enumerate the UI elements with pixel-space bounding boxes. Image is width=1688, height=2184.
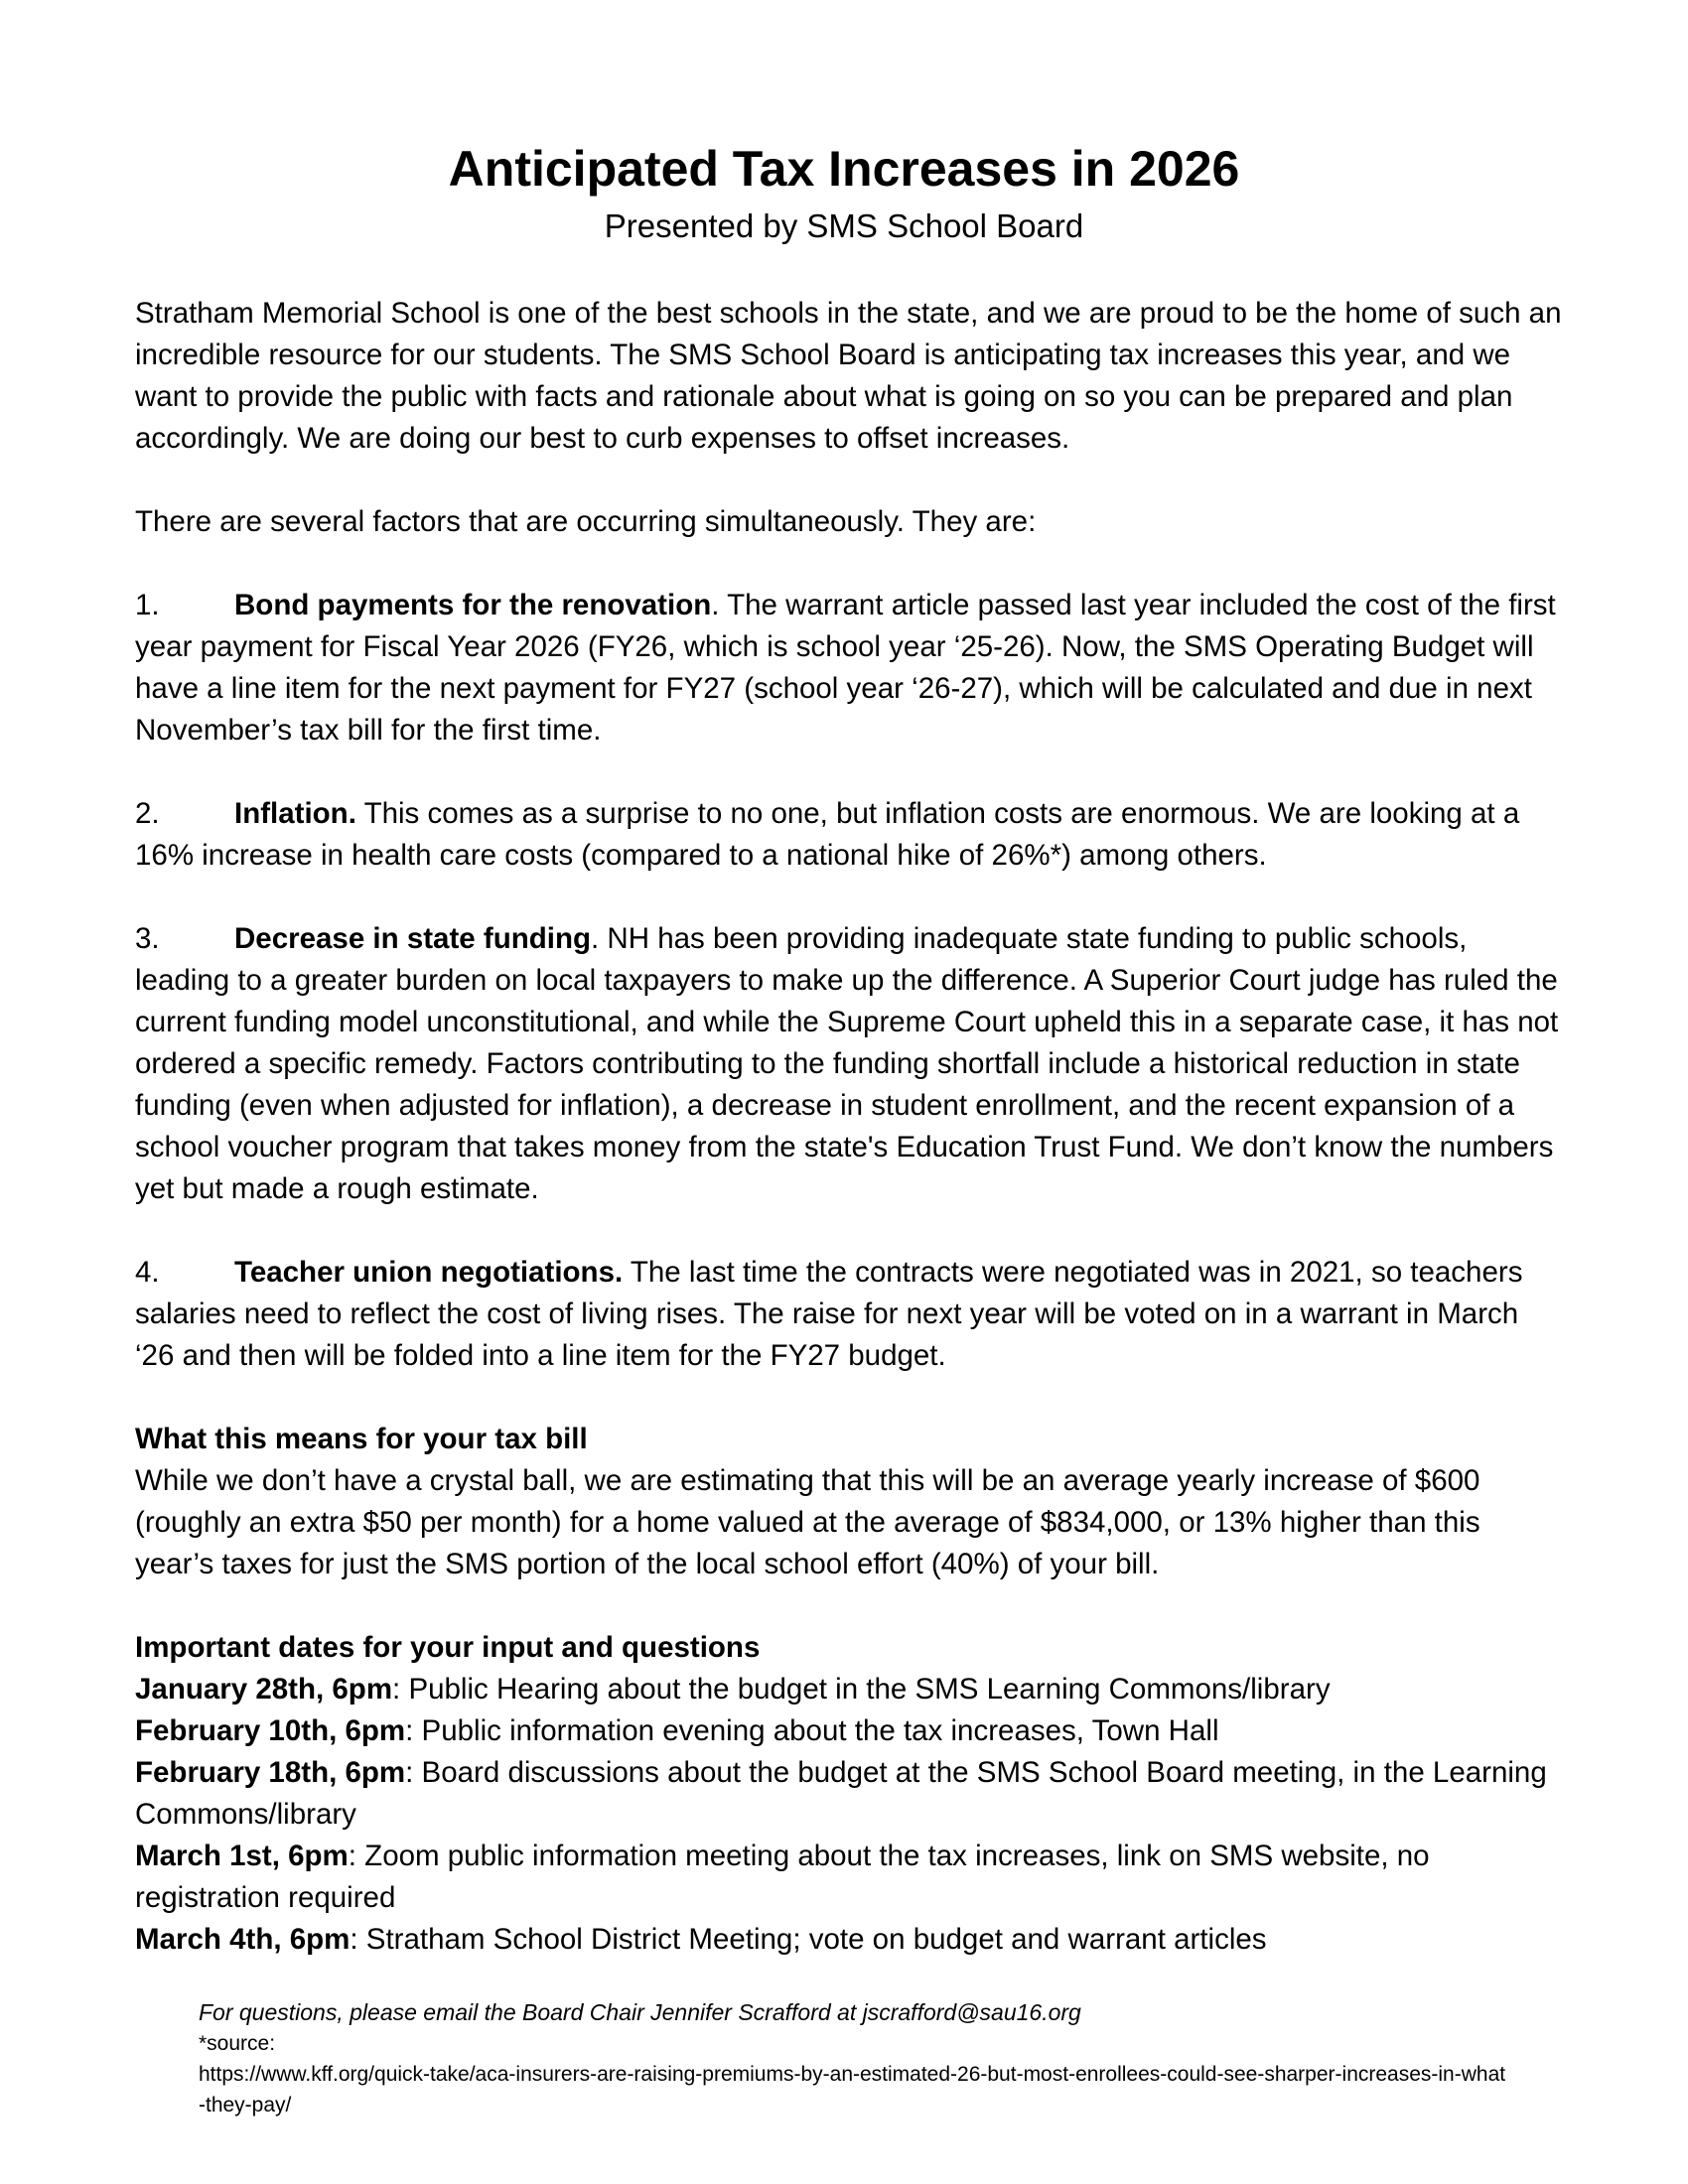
contact-note: For questions, please email the Board Chair Jennifer Scrafford at jscrafford@sau16.org [199,1999,1081,2025]
source-url: https://www.kff.org/quick-take/aca-insurers-are-raising-premiums-by-an-estimated-26-but-most-enrollees-could-see-sharper-increases-in-what-they-pay/ [199,2063,1506,2116]
tax-bill-section [135,1419,1565,1585]
date-what: : Zoom public information meeting about the tax increases, link on SMS website, no registration required [135,1840,1430,1914]
date-item [135,1710,1565,1752]
factor-text: . NH has been providing inadequate state funding to public schools, leading to a greater burden on local taxpayers to make up the difference. A Superior Court judge has ruled the current funding model unconstitutional, and while the Supreme Court upheld this in a separate case, it has not ordered a specific remedy. Factors contributing to the funding shortfall include a historical reduction in state funding (even when adjusted for inflation), a decrease in student enrollment, and the recent expansion of a school voucher program that takes money from the state's Education Trust Fund. We don’t know the numbers yet but made a rough estimate. [135,922,1559,1205]
factor-number: 2. [135,797,160,830]
factor-text: This comes as a surprise to no one, but inflation costs are enormous. We are looking at a 16% increase in health care costs (compared to a national hike of 26%*) among others. [135,797,1520,872]
factor-text: . The warrant article passed last year included the cost of the first year payment for Fiscal Year 2026 (FY26, which is school year ‘25-26). Now, the SMS Operating Budget will have a line item for the next payment for FY27 (school year ‘26-27), which will be calculated and due in next November’s tax bill for the first time. [135,589,1556,747]
date-when: February 10th, 6pm [135,1714,406,1747]
factor-number: 3. [135,922,160,955]
factors-lead: There are several factors that are occurring simultaneously. They are: [135,505,1037,538]
date-what: : Public information evening about the tax increases, Town Hall [405,1714,1219,1747]
footer [199,1997,1509,2120]
factor-item-state-funding [135,918,1565,1210]
factor-heading: Decrease in state funding [234,922,592,955]
date-when: March 1st, 6pm [135,1840,349,1872]
date-item [135,1669,1565,1710]
document-body [135,293,1565,1961]
date-when: January 28th, 6pm [135,1673,393,1706]
important-dates-section [135,1627,1565,1961]
page-subtitle: Presented by SMS School Board [604,207,1084,244]
factor-item-teacher-negotiations [135,1252,1565,1377]
factor-text: The last time the contracts were negotiated was in 2021, so teachers salaries need to reflect the cost of living rises. The raise for next year will be voted on in a warrant in March ‘26 and then will be folded into a line item for the FY27 budget. [135,1256,1523,1372]
date-what: : Stratham School District Meeting; vote on budget and warrant articles [350,1923,1267,1956]
intro-paragraph: Stratham Memorial School is one of the best schools in the state, and we are proud to be the home of such an incredible resource for our students. The SMS School Board is anticipating tax increases this year, and we want to provide the public with facts and rationale about what is going on so you can be prepared and plan accordingly. We are doing our best to curb expenses to offset increases. [135,297,1562,455]
source-label: *source: [199,2032,276,2055]
page-title: Anticipated Tax Increases in 2026 [448,141,1240,197]
tax-bill-text: While we don’t have a crystal ball, we are estimating that this will be an average yearly increase of $600 (roughly an extra $50 per month) for a home valued at the average of $834,000, or 13% higher than this year’s taxes for just the SMS portion of the local school effort (40%) of your bill. [135,1464,1480,1580]
factor-item-bond-payments [135,585,1565,751]
dates-heading: Important dates for your input and questions [135,1631,761,1664]
factor-number: 1. [135,589,160,621]
factor-heading: Teacher union negotiations. [234,1256,624,1289]
date-when: February 18th, 6pm [135,1756,406,1789]
date-what: : Public Hearing about the budget in the SMS Learning Commons/library [392,1673,1331,1706]
factor-heading: Bond payments for the renovation [234,589,712,621]
date-item [135,1752,1565,1836]
date-item [135,1919,1565,1961]
factor-number: 4. [135,1256,160,1289]
factor-item-inflation [135,793,1565,877]
date-item [135,1836,1565,1919]
date-when: March 4th, 6pm [135,1923,351,1956]
tax-bill-heading: What this means for your tax bill [135,1423,588,1455]
factor-heading: Inflation. [234,797,356,830]
date-what: : Board discussions about the budget at the SMS School Board meeting, in the Learning Commons/library [135,1756,1547,1831]
